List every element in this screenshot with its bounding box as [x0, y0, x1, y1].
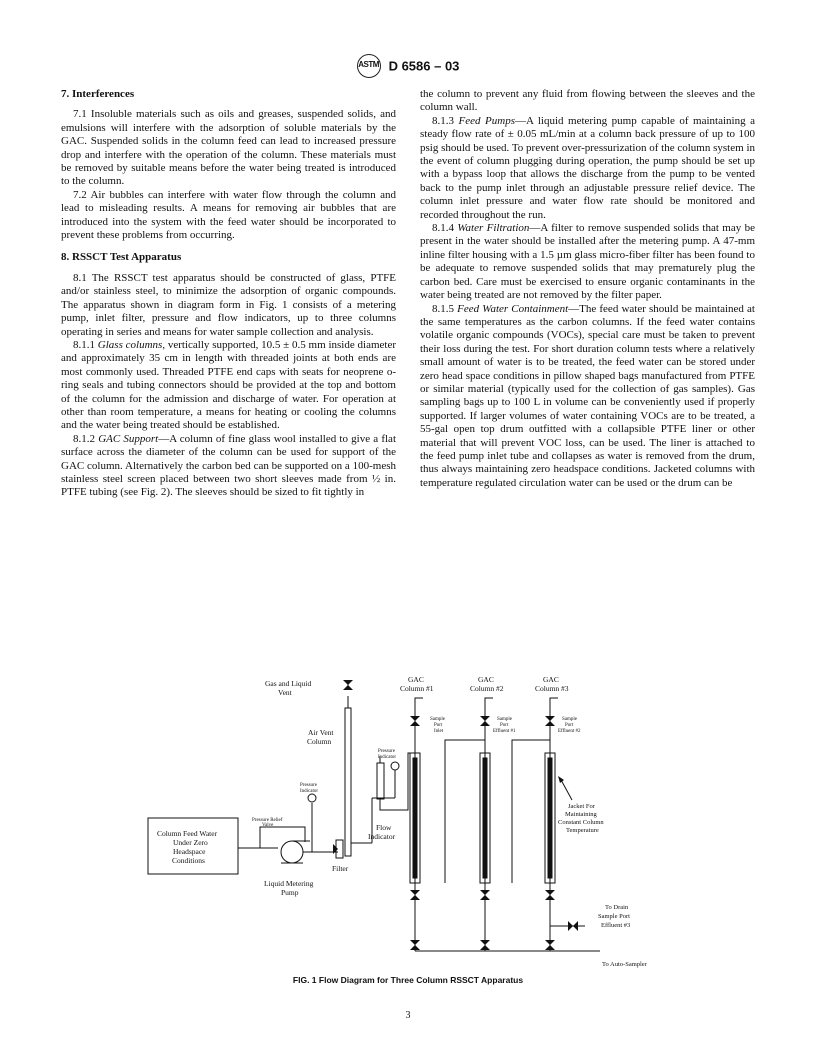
pressure-gauge-right-icon [391, 762, 399, 770]
left-column [61, 88, 396, 500]
label-drain-3: Effluent #3 [601, 922, 631, 929]
label-flow-2: Indicator [368, 832, 396, 841]
label-jacket-2: Maintaining [565, 811, 597, 818]
label-gas-vent: Gas and Liquid [265, 679, 312, 688]
label-pump: Liquid Metering [264, 879, 314, 888]
label-gac3-2: Column #3 [535, 684, 569, 693]
label-gac1-2: Column #1 [400, 684, 434, 693]
paragraph-8-1-1: 8.1.1 Glass columns, vertically supported, 10.5 ± 0.5 mm inside diameter and approximately 35 cm in length with threaded joints at both ends are most commonly used. Threaded PTFE end caps with seats for neoprene o-ring seals and tubing connectors should be provided at the top and bottom of the column for the admission and discharge of water. For operation at other than room temperature, a means for heating or cooling the columns and the water being treated should be established. [61, 338, 396, 432]
paragraph-8-1-2-continued: the column to prevent any fluid from flowing between the sleeves and the column wall. [420, 88, 755, 114]
paragraph-8-1: 8.1 The RSSCT test apparatus should be constructed of glass, PTFE and/or stainless steel, to minimize the adsorption of organic compounds. The apparatus shown in diagram form in Fig. 1 consists of a metering pump, inlet filter, pressure and flow indicators, up to three columns operating in series and means for water sample collection and analysis. [61, 271, 396, 338]
label-sp2: Sample [497, 717, 512, 722]
astm-logo-icon: ASTM [357, 54, 381, 78]
label-gac1: GAC [408, 675, 424, 684]
label-jacket: Jacket For [568, 803, 595, 810]
label-gac3: GAC [543, 675, 559, 684]
label-sp3: Sample [562, 717, 577, 722]
air-vent-column [345, 708, 351, 856]
paragraph-8-1-4: 8.1.4 Water Filtration—A filter to remove suspended solids that may be present in the water should be installed after the metering pump. A 47-mm inline filter housing with a 1.5 µm glass micro-fiber filter has been found to be adequate to remove suspended solids that may prematurely plug the carbon bed. Care must be exercised to ensure organic contaminants in the water being treated are not removed by the filter paper. [420, 222, 756, 302]
label-pressure-left-2: Indicator [300, 789, 319, 794]
label-pressure-right-2: Indicator [378, 755, 397, 760]
label-relief-2: Valve [262, 823, 274, 828]
paragraph-8-1-5: 8.1.5 Feed Water Containment—The feed water should be maintained at the same temperatures as the carbon columns. If the feed water contains volatile organic compounds (VOCs), special care must be taken to prevent their loss during the test. For short duration column tests where a relatively small amount of water is to be treated, the feed water can be stored under zero head space conditions in pillow shaped bags manufactured from PTFE or similar material (typically used for the collection of gas samples). Gas sampling bags up to 100 L in volume can be conveniently used if properly supported. If larger volumes of water containing VOCs are to be treated, a 55-gal open top drum outfitted with a collapsible PTFE liner or other material that will prevent VOC loss, can be used. The liner is attached to the feed pump inlet tube and collapses as water is removed from the drum, thus always maintaining zero headspace conditions. Jacketed columns with temperature regulated circulation water can be used or the drum can be [420, 302, 755, 489]
paragraph-8-1-2: 8.1.2 GAC Support—A column of fine glass wool installed to give a flat surface across the diameter of the column can be used for support of the GAC column. Alternatively the carbon bed can be supported on a 100-mesh stainless steel screen placed between two short sleeves made from ½ in. PTFE tubing (see Fig. 2). The sleeves should be sized to fit tightly in [61, 432, 396, 499]
label-air-vent: Air Vent [308, 728, 334, 737]
label-pump-2: Pump [281, 888, 299, 897]
metering-pump-icon [281, 841, 303, 863]
label-flow: Flow [376, 823, 392, 832]
label-jacket-4: Temperature [566, 827, 599, 834]
figure-caption: FIG. 1 Flow Diagram for Three Column RSSCT Apparatus [292, 975, 524, 985]
right-column [420, 88, 755, 490]
label-filter: Filter [332, 864, 349, 873]
flow-diagram-figure [140, 668, 680, 976]
pressure-gauge-left-icon [308, 794, 316, 802]
page-number: 3 [405, 1010, 411, 1021]
label-gac2: GAC [478, 675, 494, 684]
label-air-vent-2: Column [307, 737, 332, 746]
label-pressure-right: Pressure [378, 749, 395, 754]
section-7-heading: 7. Interferences [61, 88, 135, 100]
label-feed-4: Conditions [172, 856, 205, 865]
label-sp2-2: Port [500, 723, 509, 728]
label-feed: Column Feed Water [157, 829, 218, 838]
paragraph-7-1: 7.1 Insoluble materials such as oils and greases, suspended solids, and emulsions will interfere with the adsorption of soluble materials by the GAC. Suspended solids in the column feed can lead to increased pressure drop and interfere with the operation of the column. These materials must be removed by suitable means before the water being treated is introduced to the column. [61, 108, 396, 188]
standard-designation: D 6586 – 03 [388, 58, 460, 74]
label-drain-2: Sample Port [598, 913, 630, 920]
label-gas-vent-2: Vent [278, 688, 292, 697]
label-autosampler: To Auto-Sampler [602, 961, 647, 968]
section-8-heading: 8. RSSCT Test Apparatus [61, 251, 182, 264]
label-sp1-3: Inlet [434, 729, 444, 734]
label-feed-2: Under Zero [173, 838, 208, 847]
label-gac2-2: Column #2 [470, 684, 504, 693]
paragraph-8-1-3: 8.1.3 Feed Pumps—A liquid metering pump capable of maintaining a steady flow rate of ± 0.05 mL/min at a column back pressure of up to 100 psig should be used. To prevent over-pressurization of the column system in the event of column plugging during operation, the pump should be set up with a bypass loop that allows the discharge from the pump to be vented back to the pump inlet through an adjustable pressure relief device. The column inlet pressure and water flow rate should be monitored and recorded throughout the run. [420, 114, 755, 221]
label-drain: To Drain [605, 904, 629, 911]
label-sp3-2: Port [565, 723, 574, 728]
label-sp3-3: Effluent #2 [558, 729, 581, 734]
paragraph-7-2: 7.2 Air bubbles can interfere with water flow through the column and lead to misleading results. A means for removing air bubbles that are introduced into the system with the feed water should be incorporated to prevent these problems from occurring. [61, 188, 396, 242]
label-feed-3: Headspace [173, 847, 206, 856]
page-header [0, 54, 816, 78]
label-sp1-2: Port [434, 723, 443, 728]
label-jacket-3: Constant Column [558, 819, 604, 826]
flow-indicator-icon [377, 763, 384, 799]
label-relief: Pressure Relief [252, 818, 283, 823]
label-sp1: Sample [430, 717, 445, 722]
label-sp2-3: Effluent #1 [493, 729, 516, 734]
label-pressure-left: Pressure [300, 783, 317, 788]
